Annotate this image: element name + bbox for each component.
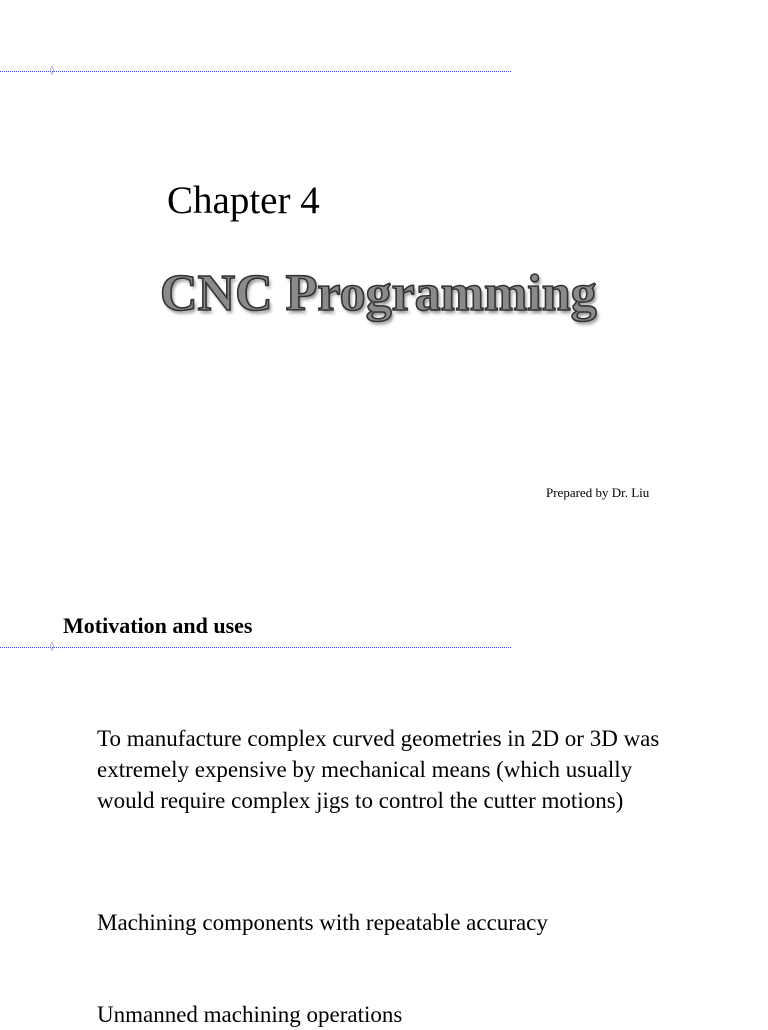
slide-divider-bottom: [0, 642, 511, 652]
divider-knot-icon: ◊: [49, 66, 55, 76]
divider-knot-icon: ◊: [49, 642, 55, 652]
paragraph: Machining components with repeatable accuracy: [97, 910, 548, 935]
slide-title: CNC Programming: [160, 265, 597, 322]
paragraph: Unmanned machining operations: [97, 1002, 403, 1027]
paragraph: To manufacture complex curved geometries in 2D or 3D was extremely expensive by mechanical means (which usually would require complex jigs to control the cutter motions): [97, 726, 660, 813]
section-heading: Motivation and uses: [63, 613, 253, 638]
author-credit: Prepared by Dr. Liu: [546, 485, 650, 500]
slide-divider-top: [0, 66, 511, 76]
chapter-label: Chapter 4: [167, 179, 320, 222]
